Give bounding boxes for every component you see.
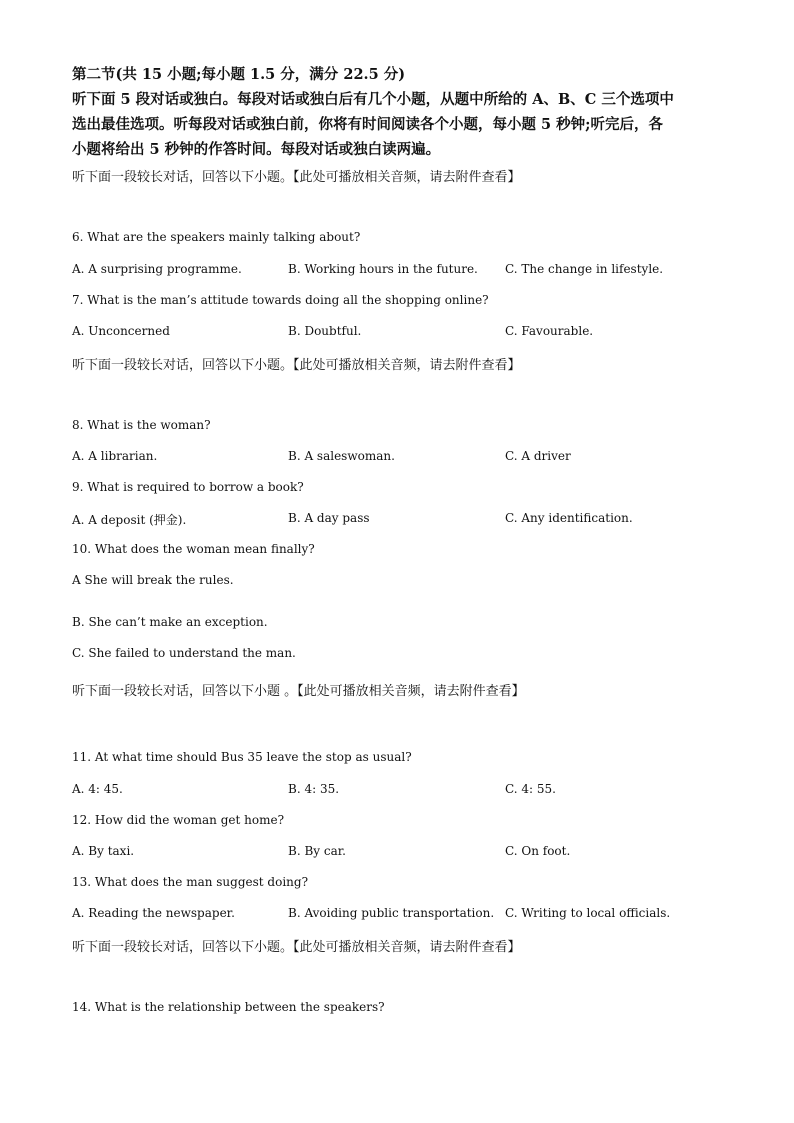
instruction-line: 选出最佳选项。听每段对话或独白前，你将有时间阅读各个小题，每小题 5 秒钟;听完后，各 [72, 116, 664, 133]
question-stem: 10. What does the woman mean finally? [72, 542, 315, 556]
option-b: B. Doubtful. [288, 324, 362, 338]
instruction-line: 小题将给出 5 秒钟的作答时间。每段对话或独白读两遍。 [72, 141, 441, 158]
option-b: B. 4: 35. [288, 782, 340, 796]
option-c: C. A driver [505, 449, 571, 463]
question-stem: 9. What is required to borrow a book? [72, 480, 304, 494]
option-b: B. She can’t make an exception. [72, 615, 268, 629]
option-c: C. The change in lifestyle. [505, 262, 664, 276]
audio-note: 听下面一段较长对话，回答以下小题。【此处可播放相关音频，请去附件查看】 [72, 170, 521, 185]
option-a: A. Reading the newspaper. [72, 906, 235, 920]
question-stem: 12. How did the woman get home? [72, 813, 285, 827]
option-c: C. Favourable. [505, 324, 594, 338]
option-b: B. Avoiding public transportation. [288, 906, 495, 920]
section-title: 第二节(共 15 小题;每小题 1.5 分，满分 22.5 分) [72, 66, 406, 83]
option-a: A She will break the rules. [72, 573, 234, 587]
option-a: A. A surprising programme. [72, 262, 242, 276]
option-c: C. She failed to understand the man. [72, 646, 296, 660]
question-stem: 14. What is the relationship between the speakers? [72, 1000, 385, 1014]
question-stem: 7. What is the man’s attitude towards doing all the shopping online? [72, 293, 489, 307]
option-a: A. Unconcerned [72, 324, 170, 338]
option-b: B. By car. [288, 844, 346, 858]
question-stem: 6. What are the speakers mainly talking about? [72, 230, 361, 244]
audio-note: 听下面一段较长对话，回答以下小题。【此处可播放相关音频，请去附件查看】 [72, 358, 521, 373]
option-a: A. 4: 45. [72, 782, 123, 796]
option-b: B. Working hours in the future. [288, 262, 478, 276]
audio-note: 听下面一段较长对话，回答以下小题。【此处可播放相关音频，请去附件查看】 [72, 940, 521, 955]
option-c: C. Any identification. [505, 511, 633, 525]
option-a: A. By taxi. [72, 844, 135, 858]
question-stem: 13. What does the man suggest doing? [72, 875, 309, 889]
instruction-line: 听下面 5 段对话或独白。每段对话或独白后有几个小题，从题中所给的 A、B、C 三个选项中 [72, 91, 674, 108]
option-c: C. 4: 55. [505, 782, 556, 796]
option-b: B. A day pass [288, 511, 370, 525]
option-c: C. On foot. [505, 844, 571, 858]
option-a: A. A librarian. [72, 449, 158, 463]
option-a: A. A deposit (押金). [72, 513, 187, 527]
audio-note: 听下面一段较长对话，回答以下小题 。【此处可播放相关音频，请去附件查看】 [72, 684, 525, 699]
option-c: C. Writing to local officials. [505, 906, 671, 920]
option-b: B. A saleswoman. [288, 449, 395, 463]
question-stem: 11. At what time should Bus 35 leave the stop as usual? [72, 750, 412, 764]
question-stem: 8. What is the woman? [72, 418, 211, 432]
